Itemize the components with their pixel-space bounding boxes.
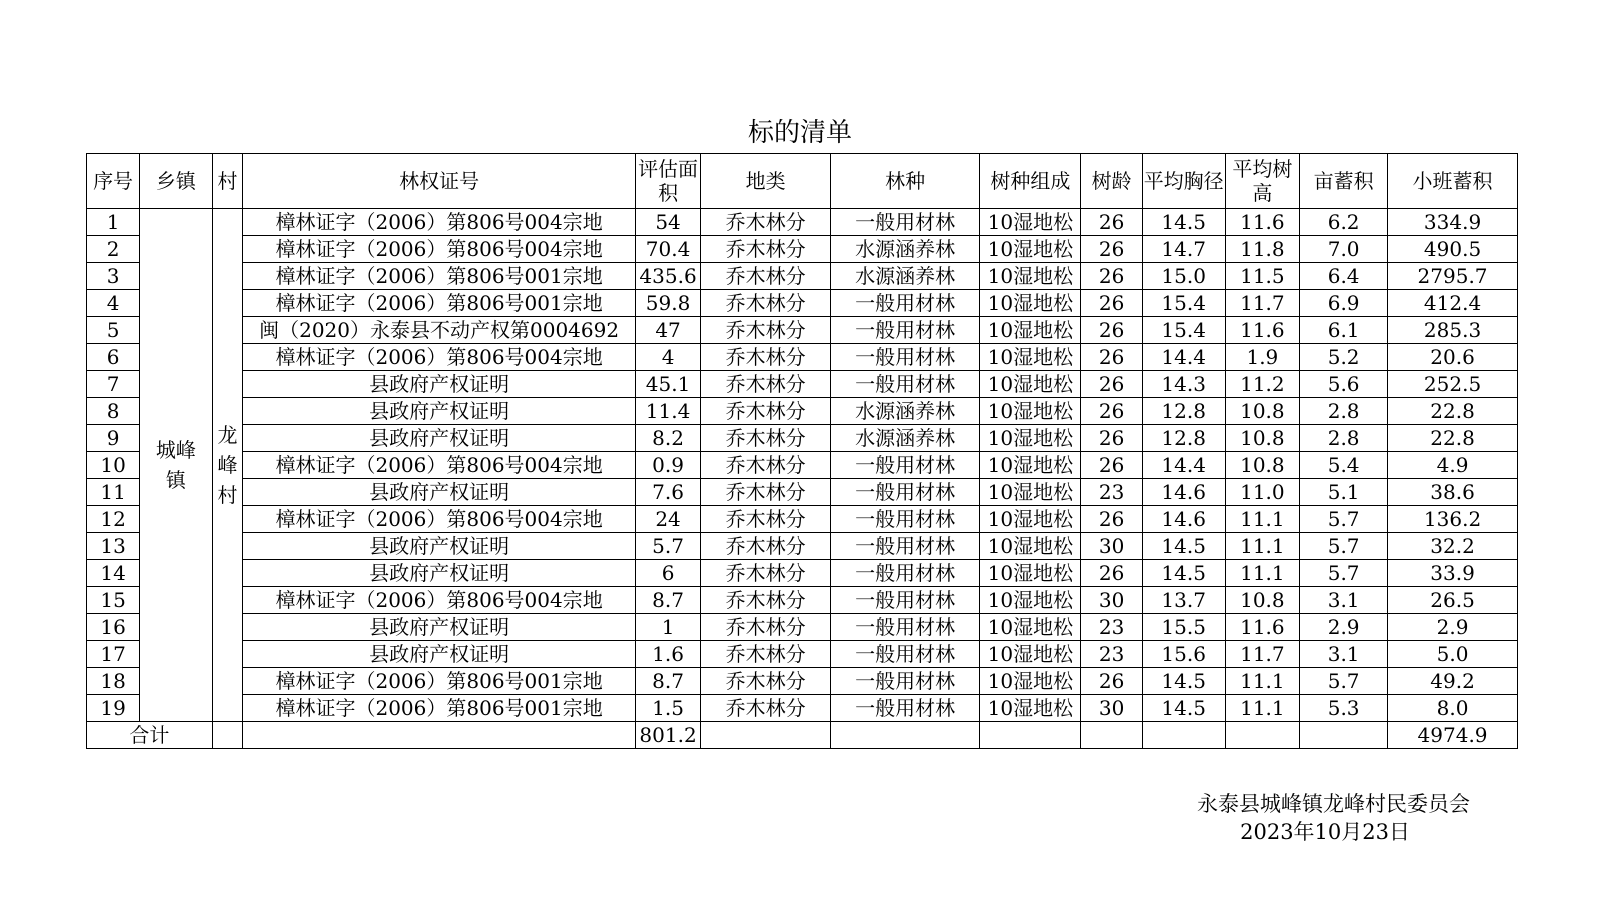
header-seq: 序号 (87, 154, 140, 209)
total-dbh-cell (1142, 722, 1225, 749)
cell-seq: 14 (87, 560, 140, 587)
table-row (87, 533, 1518, 560)
cell-forest: 一般用材林 (831, 668, 980, 695)
cell-cert: 县政府产权证明 (243, 560, 636, 587)
cell-forest: 一般用材林 (831, 560, 980, 587)
cell-mu-vol: 5.7 (1300, 533, 1388, 560)
cell-land: 乔木林分 (701, 425, 831, 452)
cell-plot-vol: 32.2 (1388, 533, 1518, 560)
cell-age: 26 (1081, 290, 1142, 317)
cell-dbh: 12.8 (1142, 425, 1225, 452)
cell-dbh: 15.5 (1142, 614, 1225, 641)
table-row (87, 506, 1518, 533)
cell-age: 26 (1081, 425, 1142, 452)
cell-plot-vol: 38.6 (1388, 479, 1518, 506)
cell-dbh: 14.6 (1142, 506, 1225, 533)
cell-area: 47 (635, 317, 700, 344)
cell-plot-vol: 33.9 (1388, 560, 1518, 587)
table-row (87, 479, 1518, 506)
cell-dbh: 14.4 (1142, 452, 1225, 479)
cell-cert: 县政府产权证明 (243, 371, 636, 398)
cell-dbh: 15.0 (1142, 263, 1225, 290)
cell-area: 24 (635, 506, 700, 533)
cell-tree: 10湿地松 (980, 263, 1081, 290)
cell-dbh: 15.4 (1142, 290, 1225, 317)
cell-age: 23 (1081, 614, 1142, 641)
cell-tree: 10湿地松 (980, 371, 1081, 398)
cell-height: 11.0 (1225, 479, 1300, 506)
total-forest-cell (831, 722, 980, 749)
cell-land: 乔木林分 (701, 452, 831, 479)
header-height: 平均树高 (1225, 154, 1300, 209)
cell-plot-vol: 4.9 (1388, 452, 1518, 479)
cell-cert: 县政府产权证明 (243, 614, 636, 641)
cell-mu-vol: 2.8 (1300, 398, 1388, 425)
cell-forest: 水源涵养林 (831, 425, 980, 452)
cell-tree: 10湿地松 (980, 479, 1081, 506)
cell-seq: 2 (87, 236, 140, 263)
cell-land: 乔木林分 (701, 236, 831, 263)
cell-plot-vol: 20.6 (1388, 344, 1518, 371)
cell-cert: 闽（2020）永泰县不动产权第0004692 (243, 317, 636, 344)
total-label: 合计 (87, 722, 213, 749)
table-row (87, 587, 1518, 614)
cell-height: 11.8 (1225, 236, 1300, 263)
cell-mu-vol: 5.3 (1300, 695, 1388, 722)
cell-plot-vol: 49.2 (1388, 668, 1518, 695)
cell-height: 11.6 (1225, 209, 1300, 236)
cell-tree: 10湿地松 (980, 425, 1081, 452)
cell-area: 8.7 (635, 587, 700, 614)
cell-age: 26 (1081, 263, 1142, 290)
table-row (87, 560, 1518, 587)
cell-cert: 樟林证字（2006）第806号001宗地 (243, 263, 636, 290)
cell-cert: 县政府产权证明 (243, 425, 636, 452)
cell-plot-vol: 334.9 (1388, 209, 1518, 236)
cell-height: 11.1 (1225, 533, 1300, 560)
cell-tree: 10湿地松 (980, 290, 1081, 317)
cell-cert: 樟林证字（2006）第806号004宗地 (243, 209, 636, 236)
cell-tree: 10湿地松 (980, 695, 1081, 722)
cell-area: 1 (635, 614, 700, 641)
table-row (87, 209, 1518, 236)
cell-plot-vol: 8.0 (1388, 695, 1518, 722)
table-row (87, 668, 1518, 695)
cell-forest: 水源涵养林 (831, 263, 980, 290)
total-area: 801.2 (635, 722, 700, 749)
cell-age: 26 (1081, 317, 1142, 344)
header-dbh: 平均胸径 (1142, 154, 1225, 209)
cell-age: 26 (1081, 560, 1142, 587)
header-area: 评估面积 (635, 154, 700, 209)
cell-area: 8.2 (635, 425, 700, 452)
cell-land: 乔木林分 (701, 506, 831, 533)
cell-dbh: 14.5 (1142, 209, 1225, 236)
table-body (87, 209, 1518, 722)
header-town: 乡镇 (140, 154, 213, 209)
cell-cert: 县政府产权证明 (243, 479, 636, 506)
cell-plot-vol: 490.5 (1388, 236, 1518, 263)
table-row (87, 452, 1518, 479)
cell-mu-vol: 5.7 (1300, 560, 1388, 587)
cell-area: 70.4 (635, 236, 700, 263)
table-row (87, 641, 1518, 668)
cell-height: 11.1 (1225, 560, 1300, 587)
cell-mu-vol: 6.4 (1300, 263, 1388, 290)
cell-area: 1.5 (635, 695, 700, 722)
cell-mu-vol: 3.1 (1300, 641, 1388, 668)
cell-land: 乔木林分 (701, 695, 831, 722)
header-forest: 林种 (831, 154, 980, 209)
cell-land: 乔木林分 (701, 533, 831, 560)
cell-town: 城峰镇 (140, 209, 213, 722)
header-land: 地类 (701, 154, 831, 209)
cell-height: 10.8 (1225, 587, 1300, 614)
cell-area: 8.7 (635, 668, 700, 695)
cell-forest: 一般用材林 (831, 587, 980, 614)
cell-dbh: 14.7 (1142, 236, 1225, 263)
total-row (87, 722, 1518, 749)
cell-dbh: 14.5 (1142, 668, 1225, 695)
cell-seq: 17 (87, 641, 140, 668)
cell-plot-vol: 285.3 (1388, 317, 1518, 344)
cell-land: 乔木林分 (701, 587, 831, 614)
cell-plot-vol: 2795.7 (1388, 263, 1518, 290)
target-list-table (86, 153, 1518, 749)
cell-area: 5.7 (635, 533, 700, 560)
cell-age: 30 (1081, 587, 1142, 614)
cell-dbh: 14.4 (1142, 344, 1225, 371)
cell-tree: 10湿地松 (980, 317, 1081, 344)
cell-mu-vol: 2.9 (1300, 614, 1388, 641)
cell-forest: 一般用材林 (831, 290, 980, 317)
cell-age: 26 (1081, 209, 1142, 236)
cell-seq: 11 (87, 479, 140, 506)
cell-height: 11.7 (1225, 290, 1300, 317)
header-row (87, 154, 1518, 209)
cell-dbh: 14.3 (1142, 371, 1225, 398)
cell-height: 11.1 (1225, 695, 1300, 722)
cell-area: 6 (635, 560, 700, 587)
cell-plot-vol: 2.9 (1388, 614, 1518, 641)
total-tree-cell (980, 722, 1081, 749)
cell-height: 1.9 (1225, 344, 1300, 371)
cell-tree: 10湿地松 (980, 641, 1081, 668)
header-village: 村 (212, 154, 243, 209)
cell-land: 乔木林分 (701, 371, 831, 398)
cell-height: 11.6 (1225, 614, 1300, 641)
header-mu-vol: 亩蓄积 (1300, 154, 1388, 209)
cell-seq: 13 (87, 533, 140, 560)
cell-forest: 一般用材林 (831, 506, 980, 533)
cell-height: 11.1 (1225, 668, 1300, 695)
table-row (87, 425, 1518, 452)
cell-height: 11.7 (1225, 641, 1300, 668)
cell-land: 乔木林分 (701, 317, 831, 344)
cell-plot-vol: 26.5 (1388, 587, 1518, 614)
cell-age: 26 (1081, 668, 1142, 695)
cell-tree: 10湿地松 (980, 236, 1081, 263)
cell-plot-vol: 5.0 (1388, 641, 1518, 668)
cell-cert: 樟林证字（2006）第806号004宗地 (243, 506, 636, 533)
total-land-cell (701, 722, 831, 749)
cell-forest: 一般用材林 (831, 479, 980, 506)
cell-height: 11.6 (1225, 317, 1300, 344)
cell-tree: 10湿地松 (980, 452, 1081, 479)
cell-land: 乔木林分 (701, 668, 831, 695)
cell-seq: 1 (87, 209, 140, 236)
cell-land: 乔木林分 (701, 290, 831, 317)
cell-seq: 9 (87, 425, 140, 452)
cell-seq: 16 (87, 614, 140, 641)
signature-date: 2023年10月23日 (1240, 820, 1410, 844)
cell-mu-vol: 5.7 (1300, 668, 1388, 695)
cell-dbh: 14.6 (1142, 479, 1225, 506)
cell-land: 乔木林分 (701, 560, 831, 587)
cell-dbh: 14.5 (1142, 695, 1225, 722)
signature-block (1197, 790, 1470, 846)
cell-age: 26 (1081, 398, 1142, 425)
total-age-cell (1081, 722, 1142, 749)
cell-age: 26 (1081, 371, 1142, 398)
cell-land: 乔木林分 (701, 641, 831, 668)
cell-forest: 一般用材林 (831, 641, 980, 668)
cell-mu-vol: 6.9 (1300, 290, 1388, 317)
cell-cert: 县政府产权证明 (243, 398, 636, 425)
table-row (87, 695, 1518, 722)
cell-height: 11.5 (1225, 263, 1300, 290)
total-village-cell (212, 722, 243, 749)
table-row (87, 290, 1518, 317)
cell-cert: 县政府产权证明 (243, 641, 636, 668)
cell-age: 26 (1081, 236, 1142, 263)
cell-area: 1.6 (635, 641, 700, 668)
cell-cert: 樟林证字（2006）第806号004宗地 (243, 587, 636, 614)
cell-forest: 一般用材林 (831, 533, 980, 560)
cell-height: 10.8 (1225, 398, 1300, 425)
cell-mu-vol: 5.2 (1300, 344, 1388, 371)
cell-land: 乔木林分 (701, 614, 831, 641)
cell-height: 11.1 (1225, 506, 1300, 533)
cell-age: 23 (1081, 479, 1142, 506)
cell-area: 0.9 (635, 452, 700, 479)
cell-forest: 一般用材林 (831, 452, 980, 479)
cell-seq: 4 (87, 290, 140, 317)
cell-seq: 15 (87, 587, 140, 614)
cell-cert: 樟林证字（2006）第806号004宗地 (243, 452, 636, 479)
cell-height: 10.8 (1225, 452, 1300, 479)
cell-plot-vol: 22.8 (1388, 398, 1518, 425)
cell-mu-vol: 7.0 (1300, 236, 1388, 263)
cell-cert: 县政府产权证明 (243, 533, 636, 560)
cell-tree: 10湿地松 (980, 209, 1081, 236)
cell-seq: 12 (87, 506, 140, 533)
cell-age: 30 (1081, 533, 1142, 560)
cell-seq: 8 (87, 398, 140, 425)
cell-tree: 10湿地松 (980, 344, 1081, 371)
cell-mu-vol: 5.4 (1300, 452, 1388, 479)
cell-forest: 一般用材林 (831, 614, 980, 641)
cell-age: 26 (1081, 344, 1142, 371)
organization-name: 永泰县城峰镇龙峰村民委员会 (1197, 792, 1470, 816)
cell-height: 10.8 (1225, 425, 1300, 452)
table-row (87, 398, 1518, 425)
cell-cert: 樟林证字（2006）第806号004宗地 (243, 344, 636, 371)
cell-age: 30 (1081, 695, 1142, 722)
table-row (87, 263, 1518, 290)
cell-area: 435.6 (635, 263, 700, 290)
cell-dbh: 14.5 (1142, 533, 1225, 560)
table-row (87, 317, 1518, 344)
table-row (87, 614, 1518, 641)
cell-plot-vol: 22.8 (1388, 425, 1518, 452)
cell-tree: 10湿地松 (980, 614, 1081, 641)
cell-land: 乔木林分 (701, 479, 831, 506)
table-row (87, 371, 1518, 398)
cell-seq: 6 (87, 344, 140, 371)
total-cert-cell (243, 722, 636, 749)
cell-land: 乔木林分 (701, 398, 831, 425)
cell-area: 11.4 (635, 398, 700, 425)
cell-dbh: 14.5 (1142, 560, 1225, 587)
cell-tree: 10湿地松 (980, 533, 1081, 560)
total-mu-vol-cell (1300, 722, 1388, 749)
cell-plot-vol: 136.2 (1388, 506, 1518, 533)
cell-area: 4 (635, 344, 700, 371)
page-title: 标的清单 (747, 118, 852, 148)
cell-forest: 水源涵养林 (831, 236, 980, 263)
cell-cert: 樟林证字（2006）第806号001宗地 (243, 668, 636, 695)
table-row (87, 236, 1518, 263)
cell-area: 54 (635, 209, 700, 236)
cell-tree: 10湿地松 (980, 506, 1081, 533)
cell-age: 26 (1081, 506, 1142, 533)
cell-land: 乔木林分 (701, 344, 831, 371)
cell-area: 59.8 (635, 290, 700, 317)
cell-tree: 10湿地松 (980, 560, 1081, 587)
cell-plot-vol: 412.4 (1388, 290, 1518, 317)
cell-forest: 水源涵养林 (831, 398, 980, 425)
cell-seq: 19 (87, 695, 140, 722)
header-plot-vol: 小班蓄积 (1388, 154, 1518, 209)
cell-mu-vol: 5.6 (1300, 371, 1388, 398)
cell-seq: 18 (87, 668, 140, 695)
cell-plot-vol: 252.5 (1388, 371, 1518, 398)
cell-mu-vol: 2.8 (1300, 425, 1388, 452)
header-tree: 树种组成 (980, 154, 1081, 209)
cell-seq: 10 (87, 452, 140, 479)
cell-land: 乔木林分 (701, 209, 831, 236)
cell-forest: 一般用材林 (831, 317, 980, 344)
cell-mu-vol: 5.7 (1300, 506, 1388, 533)
cell-height: 11.2 (1225, 371, 1300, 398)
total-plot-vol: 4974.9 (1388, 722, 1518, 749)
header-age: 树龄 (1081, 154, 1142, 209)
cell-dbh: 15.4 (1142, 317, 1225, 344)
header-cert: 林权证号 (243, 154, 636, 209)
cell-mu-vol: 6.1 (1300, 317, 1388, 344)
cell-mu-vol: 6.2 (1300, 209, 1388, 236)
cell-area: 7.6 (635, 479, 700, 506)
cell-seq: 7 (87, 371, 140, 398)
cell-forest: 一般用材林 (831, 695, 980, 722)
cell-tree: 10湿地松 (980, 587, 1081, 614)
cell-village: 龙峰村 (212, 209, 243, 722)
cell-mu-vol: 5.1 (1300, 479, 1388, 506)
cell-age: 26 (1081, 452, 1142, 479)
cell-tree: 10湿地松 (980, 668, 1081, 695)
cell-forest: 一般用材林 (831, 209, 980, 236)
cell-forest: 一般用材林 (831, 371, 980, 398)
cell-area: 45.1 (635, 371, 700, 398)
total-height-cell (1225, 722, 1300, 749)
cell-land: 乔木林分 (701, 263, 831, 290)
cell-dbh: 12.8 (1142, 398, 1225, 425)
cell-age: 23 (1081, 641, 1142, 668)
cell-dbh: 15.6 (1142, 641, 1225, 668)
cell-forest: 一般用材林 (831, 344, 980, 371)
cell-seq: 5 (87, 317, 140, 344)
cell-mu-vol: 3.1 (1300, 587, 1388, 614)
cell-dbh: 13.7 (1142, 587, 1225, 614)
cell-seq: 3 (87, 263, 140, 290)
table-row (87, 344, 1518, 371)
cell-cert: 樟林证字（2006）第806号001宗地 (243, 695, 636, 722)
cell-tree: 10湿地松 (980, 398, 1081, 425)
cell-cert: 樟林证字（2006）第806号001宗地 (243, 290, 636, 317)
cell-cert: 樟林证字（2006）第806号004宗地 (243, 236, 636, 263)
